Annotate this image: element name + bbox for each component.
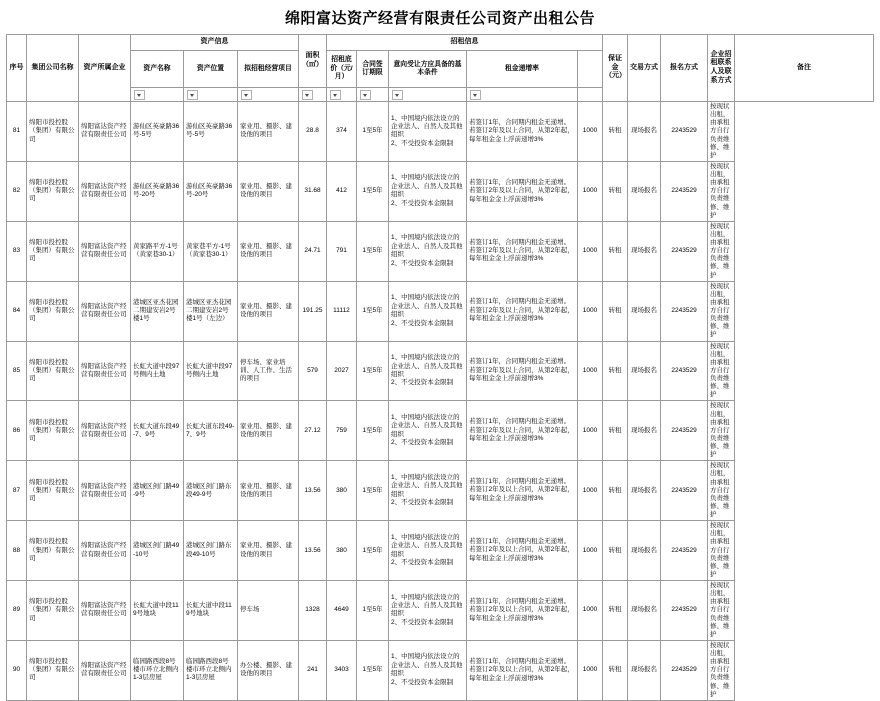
cell-conditions: 1、中国境内依法设立的企业法人、自然人及其他组织 2、不受投资本金限制 bbox=[389, 281, 467, 341]
cell-rent-increase: 若签订1年，合同期内租金无递增。 若签订2年及以上合同，从第2年起，每年租金金上浮前递增3% bbox=[467, 581, 578, 641]
cell-owner-company: 绵阳富达资产经营有限责任公司 bbox=[79, 640, 131, 700]
cell-no: 87 bbox=[7, 461, 27, 521]
cell-price: 2027 bbox=[327, 341, 357, 401]
cell-deposit: 1000 bbox=[578, 461, 603, 521]
cell-conditions: 1、中国境内依法设立的企业法人、自然人及其他组织 2、不受投资本金限制 bbox=[389, 221, 467, 281]
cell-price: 412 bbox=[327, 161, 357, 221]
table-row bbox=[7, 281, 874, 341]
cell-asset-name: 港城区剑门路49-10号 bbox=[131, 521, 184, 581]
cell-asset-name: 港城区亚杰花园二期建安岩2号楼1号 bbox=[131, 281, 184, 341]
asset-listing-table bbox=[6, 34, 874, 701]
cell-group-company: 绵阳市投控股（集团）有限公司 bbox=[27, 281, 79, 341]
cell-trade-mode: 转租 bbox=[603, 221, 628, 281]
cell-remark: 按现状出租，由承租方自行负责维修、维护 bbox=[708, 161, 735, 221]
filter-dropdown-icon[interactable] bbox=[330, 90, 341, 100]
col-header-asset-name: 资产名称 bbox=[131, 51, 184, 88]
cell-deposit: 1000 bbox=[578, 640, 603, 700]
cell-group-company: 绵阳市投控股（集团）有限公司 bbox=[27, 221, 79, 281]
cell-trade-mode: 转租 bbox=[603, 461, 628, 521]
cell-signup-mode: 现场报名 bbox=[628, 461, 661, 521]
cell-asset-name: 临园路西段8号楼市环立北侧内1-3层房屋 bbox=[131, 640, 184, 700]
cell-area: 13.56 bbox=[299, 521, 327, 581]
cell-asset-name: 黄家路平方-1号（黄家巷30-1） bbox=[131, 221, 184, 281]
cell-asset-location: 游仙区英豪路36号-5号 bbox=[184, 102, 238, 162]
cell-contract-term: 1至5年 bbox=[357, 521, 389, 581]
col-header-business-project: 拟招租经营项目 bbox=[238, 51, 299, 88]
cell-signup-mode: 现场报名 bbox=[628, 281, 661, 341]
cell-area: 24.71 bbox=[299, 221, 327, 281]
col-header-trade-mode: 交易方式 bbox=[628, 35, 661, 102]
cell-signup-mode: 现场报名 bbox=[628, 341, 661, 401]
cell-contact: 2243529 bbox=[661, 640, 708, 700]
cell-rent-increase: 若签订1年，合同期内租金无递增。 若签订2年及以上合同，从第2年起，每年租金金上浮前递增3% bbox=[467, 221, 578, 281]
cell-area: 27.12 bbox=[299, 401, 327, 461]
cell-trade-mode: 转租 bbox=[603, 401, 628, 461]
cell-group-company: 绵阳市投控股（集团）有限公司 bbox=[27, 102, 79, 162]
cell-trade-mode: 转租 bbox=[603, 161, 628, 221]
cell-contract-term: 1至5年 bbox=[357, 281, 389, 341]
cell-deposit: 1000 bbox=[578, 581, 603, 641]
cell-asset-location: 长虹大道中段97号侧内土地 bbox=[184, 341, 238, 401]
cell-contact: 2243529 bbox=[661, 161, 708, 221]
cell-price: 4649 bbox=[327, 581, 357, 641]
cell-rent-increase: 若签订1年，合同期内租金无递增。 若签订2年及以上合同，从第2年起，每年租金金上浮前递增3% bbox=[467, 161, 578, 221]
table-row bbox=[7, 221, 874, 281]
filter-cell-area[interactable] bbox=[299, 88, 327, 102]
cell-contract-term: 1至5年 bbox=[357, 461, 389, 521]
cell-area: 579 bbox=[299, 341, 327, 401]
cell-contact: 2243529 bbox=[661, 281, 708, 341]
cell-rent-increase: 若签订1年，合同期内租金无递增。 若签订2年及以上合同，从第2年起，每年租金金上浮前递增3% bbox=[467, 401, 578, 461]
cell-contract-term: 1至5年 bbox=[357, 401, 389, 461]
header-group-row bbox=[7, 35, 874, 51]
cell-asset-location: 长虹大道中段119号地块 bbox=[184, 581, 238, 641]
filter-dropdown-icon[interactable] bbox=[134, 90, 145, 100]
cell-owner-company: 绵阳富达资产经营有限责任公司 bbox=[79, 102, 131, 162]
col-header-spacer bbox=[578, 51, 603, 88]
cell-deposit: 1000 bbox=[578, 341, 603, 401]
cell-contact: 2243529 bbox=[661, 401, 708, 461]
col-header-owner-company: 资产所属企业 bbox=[79, 35, 131, 102]
col-header-contract-term: 合同签订期限 bbox=[357, 51, 389, 88]
cell-remark: 按现状出租，由承租方自行负责维修、维护 bbox=[708, 581, 735, 641]
cell-group-company: 绵阳市投控股（集团）有限公司 bbox=[27, 640, 79, 700]
cell-group-company: 绵阳市投控股（集团）有限公司 bbox=[27, 581, 79, 641]
cell-no: 85 bbox=[7, 341, 27, 401]
cell-trade-mode: 转租 bbox=[603, 521, 628, 581]
cell-asset-location: 游仙区英豪路36号-20号 bbox=[184, 161, 238, 221]
cell-signup-mode: 现场报名 bbox=[628, 640, 661, 700]
cell-business-project: 家业用、摄影、建设他的项目 bbox=[238, 221, 299, 281]
cell-deposit: 1000 bbox=[578, 102, 603, 162]
cell-conditions: 1、中国境内依法设立的企业法人、自然人及其他组织 2、不受投资本金限制 bbox=[389, 461, 467, 521]
col-header-rent-increase: 租金递增率 bbox=[467, 51, 578, 88]
cell-business-project: 办公楼、摄影、建设他的项目 bbox=[238, 640, 299, 700]
cell-owner-company: 绵阳富达资产经营有限责任公司 bbox=[79, 401, 131, 461]
cell-remark: 按现状出租，由承租方自行负责维修、维护 bbox=[708, 281, 735, 341]
cell-signup-mode: 现场报名 bbox=[628, 161, 661, 221]
cell-asset-location: 港城区亚杰花园二期建安岩2号楼1号（左边） bbox=[184, 281, 238, 341]
cell-rent-increase: 若签订1年，合同期内租金无递增。 若签订2年及以上合同，从第2年起，每年租金金上浮前递增3% bbox=[467, 281, 578, 341]
cell-owner-company: 绵阳富达资产经营有限责任公司 bbox=[79, 161, 131, 221]
cell-trade-mode: 转租 bbox=[603, 581, 628, 641]
cell-no: 81 bbox=[7, 102, 27, 162]
col-header-no: 序号 bbox=[7, 35, 27, 102]
table-row bbox=[7, 341, 874, 401]
cell-owner-company: 绵阳富达资产经营有限责任公司 bbox=[79, 221, 131, 281]
cell-no: 83 bbox=[7, 221, 27, 281]
cell-contact: 2243529 bbox=[661, 581, 708, 641]
cell-conditions: 1、中国境内依法设立的企业法人、自然人及其他组织 2、不受投资本金限制 bbox=[389, 341, 467, 401]
filter-dropdown-icon[interactable] bbox=[392, 90, 403, 100]
cell-remark: 按现状出租，由承租方自行负责维修、维护 bbox=[708, 221, 735, 281]
col-header-conditions: 意向受让方应具备的基本条件 bbox=[389, 51, 467, 88]
cell-business-project: 家业用、摄影、建设他的项目 bbox=[238, 521, 299, 581]
col-header-asset-location: 资产位置 bbox=[184, 51, 238, 88]
cell-conditions: 1、中国境内依法设立的企业法人、自然人及其他组织 2、不受投资本金限制 bbox=[389, 581, 467, 641]
cell-owner-company: 绵阳富达资产经营有限责任公司 bbox=[79, 521, 131, 581]
col-header-deposit: 保证金（元） bbox=[603, 35, 628, 102]
cell-group-company: 绵阳市投控股（集团）有限公司 bbox=[27, 401, 79, 461]
filter-cell-spacer bbox=[578, 88, 603, 102]
filter-cell-price[interactable] bbox=[327, 88, 357, 102]
filter-cell-rent-increase[interactable] bbox=[467, 88, 578, 102]
cell-owner-company: 绵阳富达资产经营有限责任公司 bbox=[79, 461, 131, 521]
cell-asset-location: 长虹大道东段49-7、9号 bbox=[184, 401, 238, 461]
cell-deposit: 1000 bbox=[578, 401, 603, 461]
table-row bbox=[7, 640, 874, 700]
filter-dropdown-icon[interactable] bbox=[302, 90, 313, 100]
cell-contract-term: 1至5年 bbox=[357, 640, 389, 700]
cell-no: 84 bbox=[7, 281, 27, 341]
cell-group-company: 绵阳市投控股（集团）有限公司 bbox=[27, 161, 79, 221]
col-header-signup-mode: 报名方式 bbox=[661, 35, 708, 102]
cell-area: 1328 bbox=[299, 581, 327, 641]
cell-asset-name: 港城区剑门路49-9号 bbox=[131, 461, 184, 521]
cell-no: 90 bbox=[7, 640, 27, 700]
cell-no: 82 bbox=[7, 161, 27, 221]
filter-dropdown-icon[interactable] bbox=[241, 90, 252, 100]
filter-cell-business-project[interactable] bbox=[238, 88, 299, 102]
cell-remark: 按现状出租，由承租方自行负责维修、维护 bbox=[708, 521, 735, 581]
cell-rent-increase: 若签订1年，合同期内租金无递增。 若签订2年及以上合同，从第2年起，每年租金金上浮前递增3% bbox=[467, 341, 578, 401]
cell-business-project: 停车场、家业培训、人工作、生活的项目 bbox=[238, 341, 299, 401]
cell-price: 380 bbox=[327, 461, 357, 521]
table-row bbox=[7, 161, 874, 221]
cell-trade-mode: 转租 bbox=[603, 102, 628, 162]
cell-asset-name: 长虹大道中段119号地块 bbox=[131, 581, 184, 641]
cell-business-project: 家业用、摄影、建设他的项目 bbox=[238, 102, 299, 162]
cell-signup-mode: 现场报名 bbox=[628, 401, 661, 461]
header-group-lease-info: 招租信息 bbox=[327, 35, 603, 51]
cell-deposit: 1000 bbox=[578, 281, 603, 341]
cell-business-project: 停车场 bbox=[238, 581, 299, 641]
cell-owner-company: 绵阳富达资产经营有限责任公司 bbox=[79, 341, 131, 401]
cell-area: 31.68 bbox=[299, 161, 327, 221]
cell-group-company: 绵阳市投控股（集团）有限公司 bbox=[27, 461, 79, 521]
cell-price: 3403 bbox=[327, 640, 357, 700]
col-header-contact: 企业招租联系人及联系方式 bbox=[708, 35, 735, 102]
cell-trade-mode: 转租 bbox=[603, 640, 628, 700]
cell-remark: 按现状出租，由承租方自行负责维修、维护 bbox=[708, 341, 735, 401]
table-row bbox=[7, 521, 874, 581]
cell-asset-location: 港城区剑门路东段49-10号 bbox=[184, 521, 238, 581]
col-header-area: 面积（㎡） bbox=[299, 35, 327, 88]
cell-deposit: 1000 bbox=[578, 221, 603, 281]
filter-cell-asset-name[interactable] bbox=[131, 88, 184, 102]
cell-deposit: 1000 bbox=[578, 521, 603, 581]
cell-asset-name: 游仙区英豪路36号-20号 bbox=[131, 161, 184, 221]
cell-asset-name: 长虹大道中段97号侧内土地 bbox=[131, 341, 184, 401]
cell-asset-location: 港城区剑门路东段49-9号 bbox=[184, 461, 238, 521]
cell-conditions: 1、中国境内依法设立的企业法人、自然人及其他组织 2、不受投资本金限制 bbox=[389, 102, 467, 162]
cell-contract-term: 1至5年 bbox=[357, 221, 389, 281]
cell-asset-name: 长虹大道东段49-7、9号 bbox=[131, 401, 184, 461]
cell-contract-term: 1至5年 bbox=[357, 341, 389, 401]
filter-cell-conditions[interactable] bbox=[389, 88, 467, 102]
filter-dropdown-icon[interactable] bbox=[187, 90, 198, 100]
cell-no: 86 bbox=[7, 401, 27, 461]
cell-remark: 按现状出租，由承租方自行负责维修、维护 bbox=[708, 102, 735, 162]
table-row bbox=[7, 401, 874, 461]
filter-dropdown-icon[interactable] bbox=[470, 90, 481, 100]
page-title: 绵阳富达资产经营有限责任公司资产出租公告 bbox=[284, 10, 595, 27]
cell-price: 759 bbox=[327, 401, 357, 461]
cell-business-project: 家业用、摄影、建设他的项目 bbox=[238, 401, 299, 461]
cell-business-project: 家业用、摄影、建设他的项目 bbox=[238, 461, 299, 521]
cell-contact: 2243529 bbox=[661, 221, 708, 281]
cell-remark: 按现状出租，由承租方自行负责维修、维护 bbox=[708, 401, 735, 461]
cell-business-project: 家业用、摄影、建设他的项目 bbox=[238, 161, 299, 221]
cell-group-company: 绵阳市投控股（集团）有限公司 bbox=[27, 341, 79, 401]
cell-no: 89 bbox=[7, 581, 27, 641]
cell-no: 88 bbox=[7, 521, 27, 581]
cell-rent-increase: 若签订1年，合同期内租金无递增。 若签订2年及以上合同，从第2年起，每年租金金上浮前递增3% bbox=[467, 521, 578, 581]
cell-asset-name: 游仙区英豪路36号-5号 bbox=[131, 102, 184, 162]
col-header-group-company: 集团公司名称 bbox=[27, 35, 79, 102]
cell-rent-increase: 若签订1年，合同期内租金无递增。 若签订2年及以上合同，从第2年起，每年租金金上浮前递增3% bbox=[467, 461, 578, 521]
cell-area: 241 bbox=[299, 640, 327, 700]
cell-asset-location: 临园路西段8号楼市环立北侧内1-3层房屋 bbox=[184, 640, 238, 700]
cell-trade-mode: 转租 bbox=[603, 341, 628, 401]
cell-area: 28.8 bbox=[299, 102, 327, 162]
cell-conditions: 1、中国境内依法设立的企业法人、自然人及其他组织 2、不受投资本金限制 bbox=[389, 401, 467, 461]
filter-dropdown-icon[interactable] bbox=[360, 90, 371, 100]
col-header-price: 招租底价（元/月） bbox=[327, 51, 357, 88]
table-row bbox=[7, 102, 874, 162]
cell-rent-increase: 若签订1年，合同期内租金无递增。 若签订2年及以上合同，从第2年起，每年租金金上浮前递增3% bbox=[467, 640, 578, 700]
cell-deposit: 1000 bbox=[578, 161, 603, 221]
cell-contact: 2243529 bbox=[661, 102, 708, 162]
cell-owner-company: 绵阳富达资产经营有限责任公司 bbox=[79, 281, 131, 341]
cell-rent-increase: 若签订1年，合同期内租金无递增。 若签订2年及以上合同，从第2年起，每年租金金上浮前递增3% bbox=[467, 102, 578, 162]
cell-contact: 2243529 bbox=[661, 521, 708, 581]
cell-asset-location: 黄家巷平方-1号（黄家巷30-1） bbox=[184, 221, 238, 281]
cell-conditions: 1、中国境内依法设立的企业法人、自然人及其他组织 2、不受投资本金限制 bbox=[389, 640, 467, 700]
cell-signup-mode: 现场报名 bbox=[628, 102, 661, 162]
cell-signup-mode: 现场报名 bbox=[628, 521, 661, 581]
table-header bbox=[7, 35, 874, 102]
cell-business-project: 家业用、摄影、建设他的项目 bbox=[238, 281, 299, 341]
cell-contact: 2243529 bbox=[661, 461, 708, 521]
cell-group-company: 绵阳市投控股（集团）有限公司 bbox=[27, 521, 79, 581]
cell-conditions: 1、中国境内依法设立的企业法人、自然人及其他组织 2、不受投资本金限制 bbox=[389, 161, 467, 221]
cell-price: 791 bbox=[327, 221, 357, 281]
cell-price: 374 bbox=[327, 102, 357, 162]
filter-cell-contract-term[interactable] bbox=[357, 88, 389, 102]
table-body bbox=[7, 102, 874, 701]
cell-signup-mode: 现场报名 bbox=[628, 221, 661, 281]
cell-contract-term: 1至5年 bbox=[357, 161, 389, 221]
filter-cell-asset-location[interactable] bbox=[184, 88, 238, 102]
cell-owner-company: 绵阳富达资产经营有限责任公司 bbox=[79, 581, 131, 641]
cell-contact: 2243529 bbox=[661, 341, 708, 401]
cell-trade-mode: 转租 bbox=[603, 281, 628, 341]
col-header-remark: 备注 bbox=[735, 35, 874, 102]
cell-conditions: 1、中国境内依法设立的企业法人、自然人及其他组织 2、不受投资本金限制 bbox=[389, 521, 467, 581]
cell-contract-term: 1至5年 bbox=[357, 102, 389, 162]
cell-price: 380 bbox=[327, 521, 357, 581]
cell-remark: 按现状出租，由承租方自行负责维修、维护 bbox=[708, 640, 735, 700]
cell-area: 191.25 bbox=[299, 281, 327, 341]
cell-price: 11112 bbox=[327, 281, 357, 341]
header-group-asset-info: 资产信息 bbox=[131, 35, 299, 51]
table-row bbox=[7, 461, 874, 521]
cell-remark: 按现状出租，由承租方自行负责维修、维护 bbox=[708, 461, 735, 521]
cell-contract-term: 1至5年 bbox=[357, 581, 389, 641]
table-row bbox=[7, 581, 874, 641]
cell-area: 13.56 bbox=[299, 461, 327, 521]
cell-signup-mode: 现场报名 bbox=[628, 581, 661, 641]
